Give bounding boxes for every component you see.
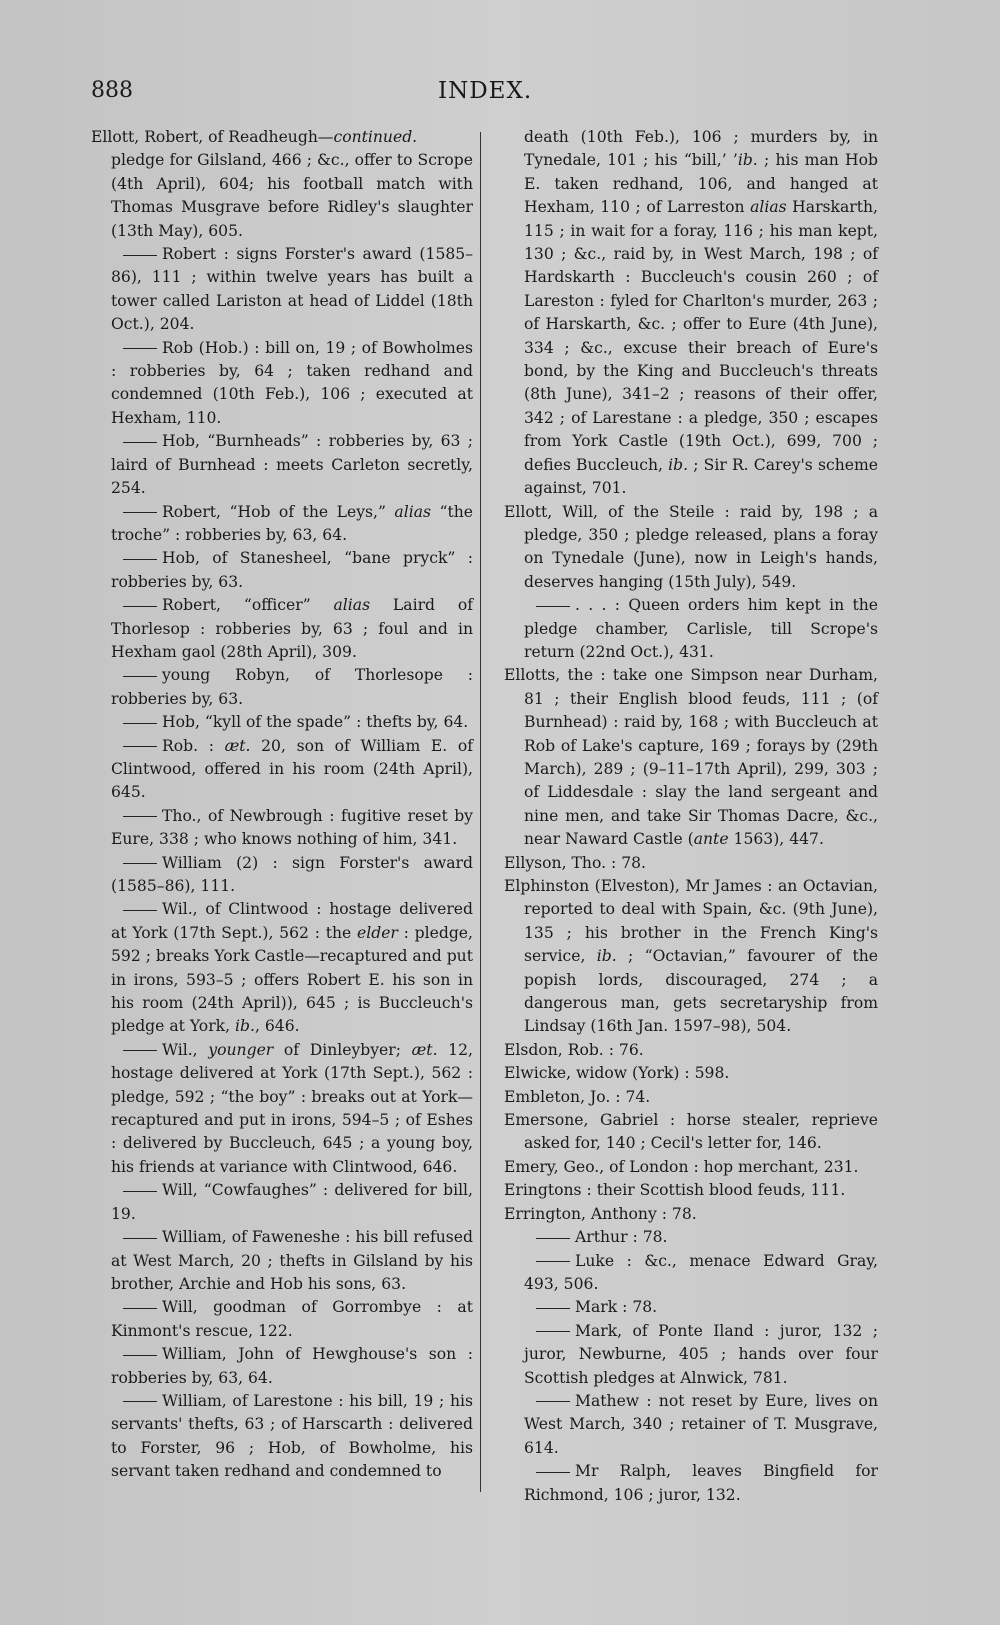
entry-text: Will, “Cowfaughes” : delivered for bill, 19.: [111, 1181, 473, 1223]
entry-text: . . . : Queen orders him kept in the pledge chamber, Carlisle, till Scrope's return (22nd Oct.), 431.: [524, 596, 878, 661]
entry-text: æt.: [224, 736, 251, 755]
page-header: [0, 78, 1000, 110]
index-entry: [504, 1086, 878, 1109]
entry-text: ib.: [737, 151, 758, 170]
entry-text: Tho., of Newbrough : fugitive reset by Eure, 338 ; who knows nothing of him, 341.: [111, 806, 473, 849]
page-number: 888: [91, 78, 133, 103]
entry-text: Mark : 78.: [575, 1298, 658, 1317]
right-column: [504, 126, 878, 1507]
entry-text: Wil.,: [162, 1040, 209, 1059]
entry-text: younger: [208, 1040, 274, 1059]
index-subentry: [91, 664, 473, 711]
index-subentry: [91, 594, 473, 664]
index-subentry: [91, 430, 473, 500]
index-subentry: [91, 852, 473, 899]
index-entry: [504, 852, 878, 875]
index-subentry: [91, 1343, 473, 1390]
entry-text: alias: [394, 502, 431, 521]
entry-text: Embleton, Jo. : 74.: [504, 1087, 651, 1106]
entry-text: , 646.: [254, 1017, 300, 1036]
index-entry: [504, 1039, 878, 1062]
ditto-dash: [536, 1238, 570, 1239]
entry-text: Luke : &c., menace Edward Gray, 493, 506.: [524, 1251, 878, 1293]
left-column: [91, 126, 473, 1484]
ditto-dash: [123, 1308, 157, 1309]
ditto-dash: [536, 1308, 570, 1309]
ditto-dash: [123, 442, 157, 443]
index-entry: [91, 149, 473, 243]
index-subentry: [91, 898, 473, 1038]
index-subentry: [504, 1320, 878, 1390]
index-entry: [504, 1109, 878, 1156]
entry-text: death (10th Feb.), 106 ; murders by, in Tynedale, 101 ; his “bill,’ ’: [524, 128, 878, 170]
index-subentry: [91, 711, 473, 734]
entry-text: ; Sir R. Carey's scheme against, 701.: [524, 455, 878, 498]
entry-text: of Dinleybyer;: [273, 1040, 412, 1059]
entry-text: continued.: [333, 128, 418, 146]
entry-text: Hob, “kyll of the spade” : thefts by, 64.: [162, 713, 469, 732]
index-subentry: [504, 1226, 878, 1249]
ditto-dash: [123, 723, 157, 724]
entry-text: Will, goodman of Gorrombye : at Kinmont's rescue, 122.: [111, 1298, 473, 1340]
entry-text: ; “Octavian,” favourer of the popish lords, discouraged, 274 ; a dangerous man, gets secretaryship from Lindsay (16th Jan. 1597–98), 504.: [524, 947, 878, 1036]
entry-text: Laird of Thorlesop : robberies by, 63 ; foul and in Hexham gaol (28th April), 309.: [111, 596, 474, 661]
index-subentry: [91, 1039, 473, 1179]
ditto-dash: [123, 816, 157, 817]
entry-text: Arthur : 78.: [575, 1228, 668, 1247]
ditto-dash: [123, 1238, 157, 1239]
column-divider: [480, 132, 481, 1492]
entry-text: ib.: [668, 455, 689, 474]
entry-text: Eringtons : their Scottish blood feuds, 111.: [504, 1181, 846, 1200]
entry-text: Hob, “Burnheads” : robberies by, 63 ; laird of Burnhead : meets Carleton secretly, 254.: [111, 432, 473, 498]
ditto-dash: [123, 512, 157, 513]
entry-text: Harskarth, 115 ; in wait for a foray, 116 ; his man kept, 130 ; &c., raid by, in West March, 198 ; of Hardskarth : Buccleuch's cousin 260 ; of Lareston : fyled for Charlton's murder, 263 ; of Harskarth, &c. ; offer to Eure (4th June), 334 ; &c., excuse their breach of Eure's bond, by the King and Buccleuch's threats (8th June), 341–2 ; reasons of their offer, 342 ; of Larestane : a pledge, 350 ; escapes from York Castle (19th Oct.), 699, 700 ; defies Buccleuch,: [524, 198, 878, 474]
ditto-dash: [536, 606, 570, 607]
index-entry: [91, 126, 473, 149]
ditto-dash: [123, 348, 157, 349]
entry-text: Robert, “Hob of the Leys,”: [162, 502, 395, 521]
ditto-dash: [123, 910, 157, 911]
index-subentry: [504, 594, 878, 664]
entry-text: William, of Larestone : his bill, 19 ; his servants' thefts, 63 ; of Harscarth : delivered to Forster, 96 ; Hob, of Bowholme, his servant taken redhand and condemned to: [111, 1391, 473, 1481]
entry-text: ; his man Hob E. taken redhand, 106, and hanged at Hexham, 110 ; of Larreston: [524, 151, 878, 217]
entry-text: William (2) : sign Forster's award (1585–86), 111.: [111, 853, 473, 895]
entry-text: : pledge, 592 ; breaks York Castle—recaptured and put in irons, 593–5 ; offers Robert E. his son in his room (24th April)), 645 ; is Buccleuch's pledge at York,: [111, 923, 473, 1036]
entry-text: ib.: [235, 1017, 255, 1036]
entry-text: William, John of Hewghouse's son : robberies by, 63, 64.: [111, 1345, 473, 1387]
ditto-dash: [123, 676, 157, 677]
index-subentry: [504, 1296, 878, 1319]
entry-text: pledge for Gilsland, 466 ; &c., offer to Scrope (4th April), 604; his football match with Thomas Musgrave before Ridley's slaughter (13th May), 605.: [111, 151, 473, 240]
entry-text: 1563), 447.: [728, 830, 824, 849]
index-subentry: [91, 735, 473, 805]
ditto-dash: [123, 1355, 157, 1356]
index-subentry: [91, 1226, 473, 1296]
entry-text: William, of Faweneshe : his bill refused at West March, 20 ; thefts in Gilsland by his brother, Archie and Hob his sons, 63.: [111, 1228, 473, 1293]
entry-text: Wil., of Clintwood : hostage delivered at York (17th Sept.), 562 : the: [111, 900, 473, 942]
entry-text: 20, son of William E. of Clintwood, offered in his room (24th April), 645.: [111, 736, 473, 802]
index-entry: [504, 664, 878, 851]
index-subentry: [91, 547, 473, 594]
ditto-dash: [536, 1331, 570, 1332]
page-title: INDEX.: [438, 78, 533, 104]
ditto-dash: [123, 1401, 157, 1402]
entry-text: Robert, “officer”: [162, 596, 334, 615]
entry-text: Elwicke, widow (York) : 598.: [504, 1064, 730, 1083]
entry-text: young Robyn, of Thorlesope : robberies by, 63.: [111, 666, 473, 708]
ditto-dash: [123, 559, 157, 560]
entry-text: Mathew : not reset by Eure, lives on West March, 340 ; retainer of T. Musgrave, 614.: [524, 1391, 878, 1457]
entry-text: Mr Ralph, leaves Bingfield for Richmond, 106 ; juror, 132.: [524, 1462, 878, 1504]
index-entry: [504, 1203, 878, 1226]
entry-text: Elsdon, Rob. : 76.: [504, 1040, 644, 1059]
entry-text: Rob. :: [162, 736, 225, 755]
ditto-dash: [123, 1050, 157, 1051]
entry-text: Mark, of Ponte Iland : juror, 132 ; juror, Newburne, 405 ; hands over four Scottish pledges at Alnwick, 781.: [524, 1321, 878, 1387]
entry-text: Rob (Hob.) : bill on, 19 ; of Bowholmes : robberies by, 64 ; taken redhand and condemned (10th Feb.), 106 ; executed at Hexham, 110.: [111, 338, 473, 427]
index-subentry: [504, 1390, 878, 1460]
entry-text: elder: [357, 923, 398, 942]
entry-text: Robert : signs Forster's award (1585–86), 111 ; within twelve years has built a tower called Lariston at head of Liddel (18th Oct.), 204.: [111, 245, 473, 334]
entry-text: alias: [333, 596, 371, 615]
index-entry: [504, 501, 878, 595]
entry-text: Ellott, Robert, of Readheugh—: [91, 128, 334, 146]
ditto-dash: [536, 1472, 570, 1473]
index-entry: [504, 875, 878, 1039]
ditto-dash: [123, 863, 157, 864]
index-entry: [504, 1062, 878, 1085]
entry-text: ib.: [596, 947, 617, 966]
index-subentry: [91, 501, 473, 548]
ditto-dash: [536, 1261, 570, 1262]
entry-text: alias: [750, 198, 787, 217]
index-subentry: [91, 805, 473, 852]
entry-text: Ellott, Will, of the Steile : raid by, 198 ; a pledge, 350 ; pledge released, plans a foray on Tynedale (June), now in Leigh's hands, deserves hanging (15th July), 549.: [504, 502, 878, 591]
index-subentry: [504, 1250, 878, 1297]
ditto-dash: [536, 1401, 570, 1402]
entry-text: æt.: [411, 1040, 438, 1059]
entry-text: ante: [693, 830, 729, 849]
entry-text: 12, hostage delivered at York (17th Sept.), 562 : pledge, 592 ; “the boy” : breaks out at York—recaptured and put in irons, 594–5 ; of Eshes : delivered by Buccleuch, 645 ; a young boy, his friends at variance with Clintwood, 646.: [111, 1040, 473, 1176]
ditto-dash: [123, 606, 157, 607]
index-subentry: [504, 1460, 878, 1507]
index-entry: [504, 1156, 878, 1179]
index-subentry: [91, 1179, 473, 1226]
entry-text: Errington, Anthony : 78.: [504, 1204, 697, 1223]
entry-text: Ellyson, Tho. : 78.: [504, 853, 646, 872]
index-entry: [504, 126, 878, 501]
entry-text: Emery, Geo., of London : hop merchant, 231.: [504, 1157, 859, 1176]
entry-text: “the troche” : robberies by, 63, 64.: [111, 502, 473, 544]
index-subentry: [91, 243, 473, 337]
index-subentry: [91, 1296, 473, 1343]
index-subentry: [91, 1390, 473, 1484]
entry-text: Hob, of Stanesheel, “bane pryck” : robberies by, 63.: [111, 549, 473, 591]
ditto-dash: [123, 255, 157, 256]
ditto-dash: [123, 1191, 157, 1192]
entry-text: Elphinston (Elveston), Mr James : an Octavian, reported to deal with Spain, &c. (9th June), 135 ; his brother in the French King's service,: [504, 877, 878, 966]
entry-text: Ellotts, the : take one Simpson near Durham, 81 ; their English blood feuds, 111 ; (of Burnhead) : raid by, 168 ; with Buccleuch at Rob of Lake's capture, 169 ; forays by (29th March), 289 ; (9–11–17th April), 299, 303 ; of Liddesdale : slay the land sergeant and nine men, and take Sir Thomas Dacre, &c., near Naward Castle (: [504, 666, 878, 849]
index-entry: [504, 1179, 878, 1202]
index-subentry: [91, 337, 473, 431]
ditto-dash: [123, 746, 157, 747]
entry-text: Emersone, Gabriel : horse stealer, reprieve asked for, 140 ; Cecil's letter for, 146.: [504, 1111, 878, 1153]
